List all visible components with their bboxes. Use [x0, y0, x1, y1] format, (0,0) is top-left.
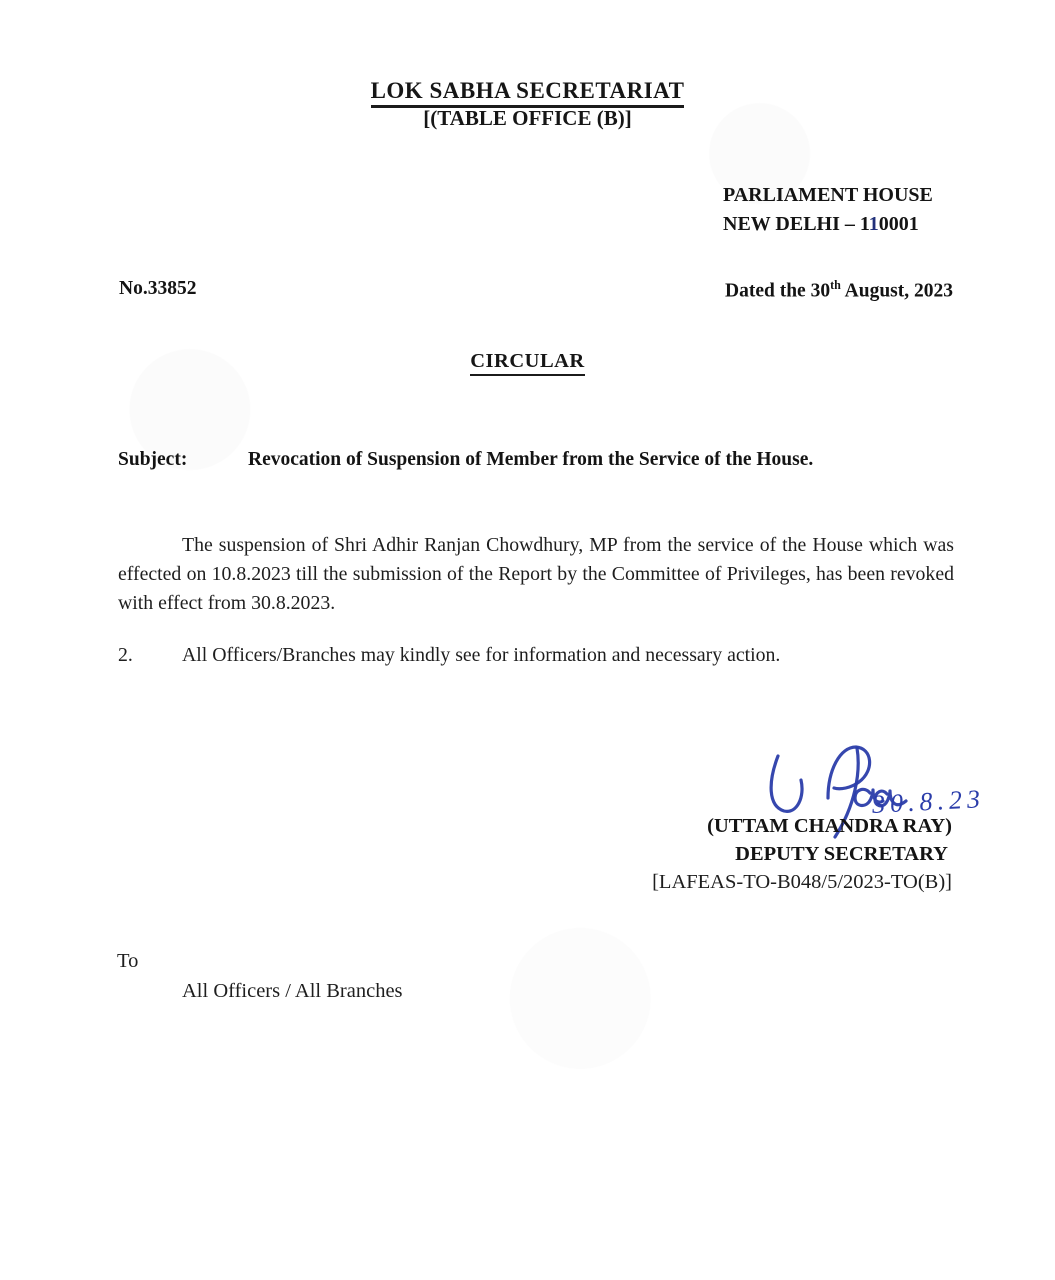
signatory-designation: DEPUTY SECRETARY: [735, 843, 948, 865]
body-paragraph-1: The suspension of Shri Adhir Ranjan Chowdhury, MP from the service of the House which was effected on 10.8.2023 till the submission of the Report by the Committee of Privileges, has been revoked with effect from 30.8.2023.: [118, 534, 954, 614]
signature-block: [532, 812, 952, 896]
file-reference: [LAFEAS-TO-B048/5/2023-TO(B)]: [652, 871, 952, 893]
address-line-2: NEW DELHI – 110001: [723, 213, 919, 235]
date-line: Dated the 30th August, 2023: [725, 278, 953, 302]
organization-title: [0, 78, 1055, 108]
body-paragraph-2-number: 2.: [118, 644, 133, 666]
subject-label: Subject:: [118, 449, 188, 470]
recipients: All Officers / All Branches: [182, 980, 403, 1002]
reference-number: No.33852: [119, 278, 197, 299]
office-line: [(TABLE OFFICE (B)]: [423, 106, 632, 130]
subject-text: Revocation of Suspension of Member from the Service of the House.: [248, 449, 814, 470]
circular-title-text: CIRCULAR: [470, 350, 584, 376]
to-label: To: [117, 950, 139, 972]
circular-title: [0, 350, 1055, 376]
signature-handwritten-date: 30.8.23: [871, 784, 986, 819]
address-line-1: PARLIAMENT HOUSE: [723, 184, 933, 206]
signature-stroke-left: [771, 756, 802, 811]
address-block: [723, 181, 933, 239]
body-paragraph-2-text: All Officers/Branches may kindly see for information and necessary action.: [182, 644, 781, 666]
organization-title-text: LOK SABHA SECRETARIAT: [371, 78, 685, 108]
date-ordinal-superscript: th: [830, 278, 841, 292]
signatory-name: (UTTAM CHANDRA RAY): [707, 815, 952, 837]
